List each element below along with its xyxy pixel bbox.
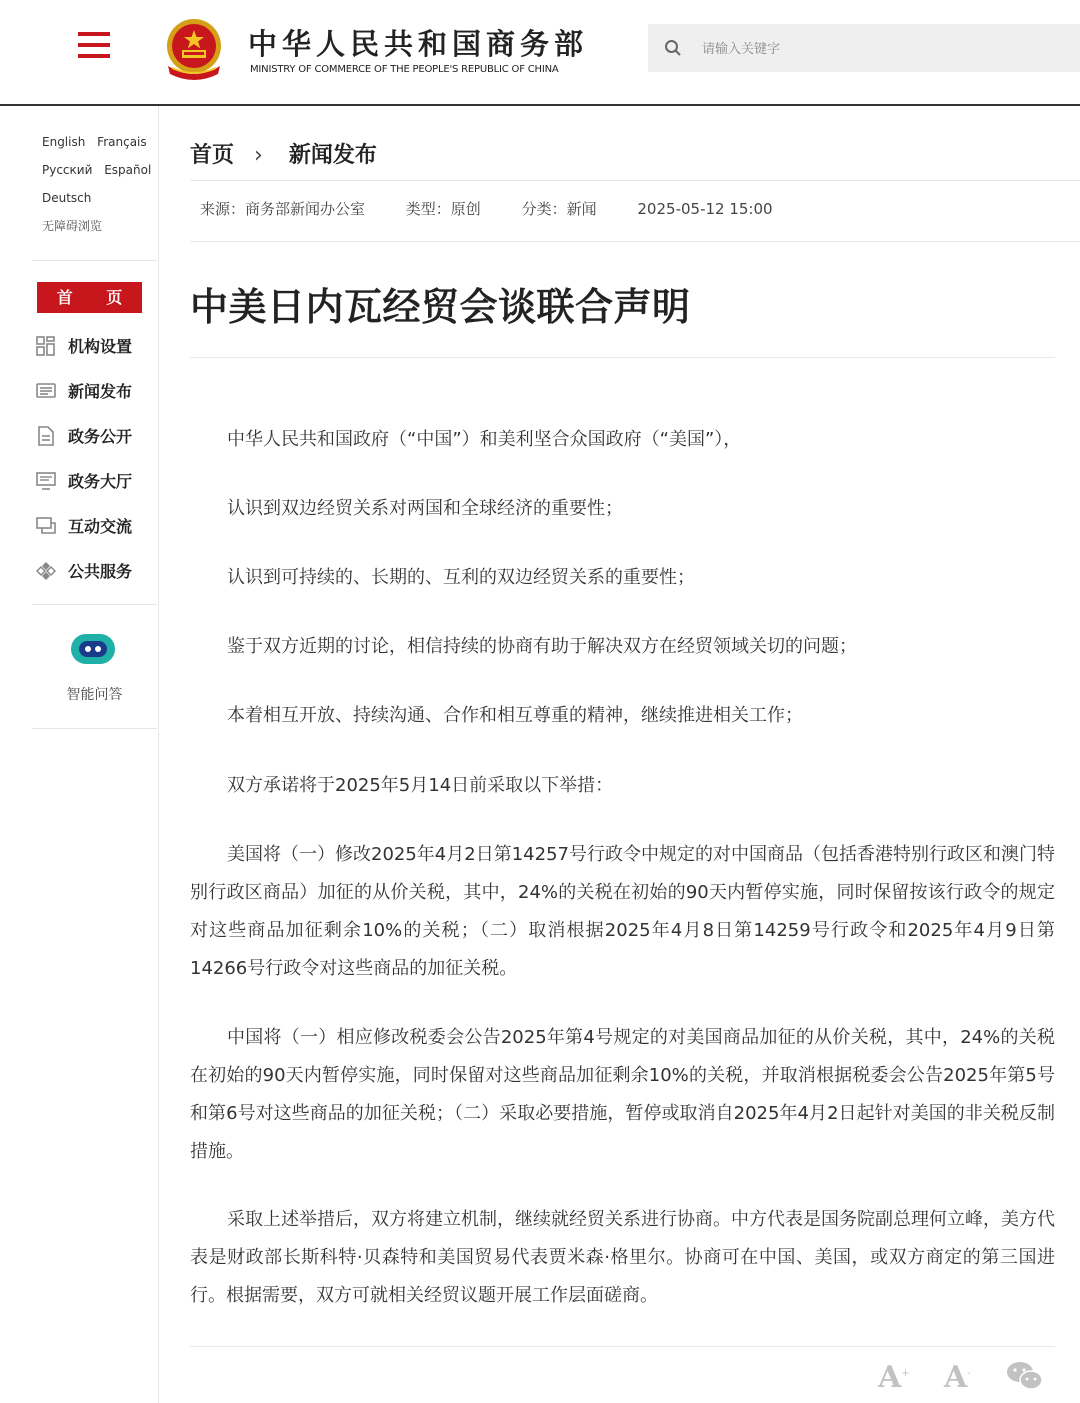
- divider: [190, 241, 1080, 242]
- article-paragraph: 本着相互开放、持续沟通、合作和相互尊重的精神，继续推进相关工作；: [227, 705, 803, 726]
- breadcrumb: [190, 138, 377, 169]
- article-paragraph: 中国将（一）相应修改税委会公告2025年第4号规定的对美国商品加征的从价关税，其中，24%的关税在初始的90天内暂停实施，同时保留对这些商品加征剩余10%的关税，并取消根据税委会公告2025年第5号和第6号对这些商品的加征关税；（二）采取必要措施，暂停或取消自2025年4月2日起针对美国的非关税反制措施。: [190, 1027, 1055, 1162]
- divider: [190, 1346, 1055, 1347]
- meta-category: 分类：新闻: [521, 200, 597, 218]
- divider: [32, 260, 157, 261]
- site-header: [0, 0, 1080, 106]
- font-decrease-button[interactable]: A-: [944, 1360, 971, 1395]
- meta-datetime: 2025-05-12 15:00: [637, 200, 773, 218]
- sidebar-item-government-affairs[interactable]: [36, 420, 156, 450]
- sidebar-home-button[interactable]: 首 页: [37, 282, 142, 313]
- divider: [32, 728, 157, 729]
- search-box: [648, 24, 1080, 72]
- sidebar-item-label: 政务公开: [68, 427, 133, 446]
- sidebar-item-label: 新闻发布: [68, 382, 133, 401]
- breadcrumb-home-link[interactable]: 首页: [190, 143, 235, 168]
- sidebar-item-label: 政务大厅: [68, 472, 133, 491]
- smart-qa-label[interactable]: 智能问答: [66, 687, 123, 703]
- sidebar-item-organization[interactable]: [36, 330, 156, 360]
- grid-icon: [36, 336, 56, 356]
- sidebar: [32, 106, 159, 1403]
- search-icon[interactable]: [664, 39, 682, 57]
- sidebar-item-public-service[interactable]: [36, 555, 156, 585]
- article-paragraph: 双方承诺将于2025年5月14日前采取以下举措：: [227, 775, 614, 796]
- lang-english-link[interactable]: English: [42, 135, 86, 149]
- article-paragraph: 认识到双边经贸关系对两国和全球经济的重要性；: [227, 498, 623, 519]
- sidebar-item-label: 公共服务: [68, 562, 133, 581]
- article-paragraph: 认识到可持续的、长期的、互利的双边经贸关系的重要性；: [227, 567, 695, 588]
- ministry-name-cn: 中华人民共和国商务部: [248, 27, 589, 61]
- article-title: 中美日内瓦经贸会谈联合声明: [190, 285, 691, 329]
- service-icon: [36, 561, 56, 581]
- divider: [32, 604, 157, 605]
- sidebar-item-news[interactable]: [36, 375, 156, 405]
- search-input[interactable]: [700, 35, 1044, 63]
- national-emblem-logo[interactable]: [162, 16, 226, 82]
- chatbot-robot-icon[interactable]: [68, 630, 118, 670]
- article-paragraph: 采取上述举措后，双方将建立机制，继续就经贸关系进行协商。中方代表是国务院副总理何立峰，美方代表是财政部长斯科特·贝森特和美国贸易代表贾米森·格里尔。协商可在中国、美国，或双方商定的第三国进行。根据需要，双方可就相关经贸议题开展工作层面磋商。: [190, 1209, 1055, 1306]
- lang-spanish-link[interactable]: Español: [104, 163, 152, 177]
- article-paragraph: 中华人民共和国政府（“中国”）和美利坚合众国政府（“美国”），: [227, 429, 742, 450]
- chat-icon: [36, 516, 56, 536]
- divider: [190, 180, 1080, 181]
- breadcrumb-current-link[interactable]: 新闻发布: [288, 143, 377, 168]
- wechat-icon[interactable]: [1006, 1360, 1044, 1392]
- font-increase-button[interactable]: A+: [878, 1360, 910, 1395]
- language-links: [42, 134, 162, 246]
- sidebar-item-interaction[interactable]: [36, 510, 156, 540]
- news-icon: [36, 381, 56, 401]
- article-meta: [200, 198, 809, 219]
- divider: [190, 357, 1055, 358]
- ministry-name-en: MINISTRY OF COMMERCE OF THE PEOPLE'S REPUBLIC OF CHINA: [250, 64, 559, 75]
- accessibility-link[interactable]: 无障碍浏览: [42, 219, 103, 233]
- document-icon: [36, 426, 56, 446]
- lang-french-link[interactable]: Français: [97, 135, 147, 149]
- font-decrease-label: A: [944, 1360, 968, 1395]
- article-paragraph: 鉴于双方近期的讨论，相信持续的协商有助于解决双方在经贸领域关切的问题；: [227, 636, 857, 657]
- sidebar-item-label: 互动交流: [68, 517, 133, 536]
- monitor-icon: [36, 471, 56, 491]
- article-paragraph: 美国将（一）修改2025年4月2日第14257号行政令中规定的对中国商品（包括香港特别行政区和澳门特别行政区商品）加征的从价关税，其中，24%的关税在初始的90天内暂停实施，同时保留按该行政令的规定对这些商品加征剩余10%的关税；（二）取消根据2025年4月8日第14259号行政令和2025年4月9日第14266号行政令对这些商品的加征关税。: [190, 844, 1055, 979]
- lang-russian-link[interactable]: Русский: [42, 163, 93, 177]
- font-increase-label: A: [878, 1360, 902, 1395]
- chevron-right-icon: ›: [254, 143, 263, 168]
- sidebar-item-label: 机构设置: [68, 337, 133, 356]
- sidebar-item-service-hall[interactable]: [36, 465, 156, 495]
- menu-icon[interactable]: [78, 32, 110, 60]
- meta-source: 来源：商务部新闻办公室: [200, 200, 366, 218]
- meta-type: 类型：原创: [405, 200, 481, 218]
- lang-german-link[interactable]: Deutsch: [42, 191, 92, 205]
